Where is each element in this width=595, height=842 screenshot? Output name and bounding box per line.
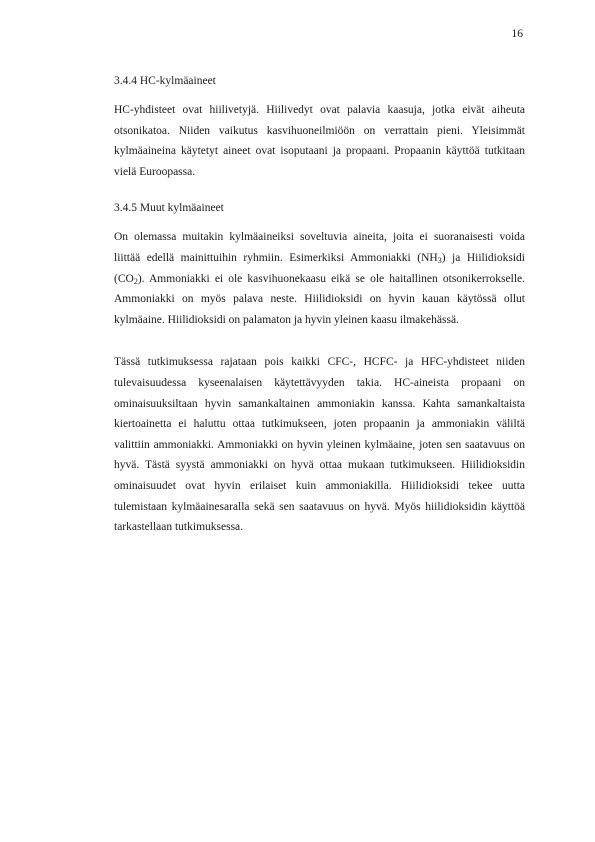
text-run: ). Ammoniakki ei ole kasvihuonekaasu eikä se ole haitallinen otsonikerrokselle. Ammoniakki on myös palava neste. Hiilidioksidi on hyvin kauan käytössä ollut kylmäaine. Hiilidioksidi on palamaton ja hyvin yleinen kaasu ilmakehässä. <box>114 272 525 326</box>
section-heading-other-refrigerants: 3.4.5 Muut kylmäaineet <box>114 202 224 215</box>
text-run: On olemassa muitakin kylmäaineiksi soveltuvia aineita, joita ei suoranaisesti voida liittää edellä mainittuihin ryhmiin. Esimerkiksi Ammoniakki (NH <box>114 231 525 264</box>
paragraph-study-scope: Tässä tutkimuksessa rajataan pois kaikki CFC-, HCFC- ja HFC-yhdisteet niiden tulevaisuudessa kyseenalaisen käytettävyyden takia. HC-aineista propaani on ominaisuuksiltaan hyvin samankaltainen ammoniakin kanssa. Kahta samankaltaista kiertoainetta ei haluttu ottaa tutkimukseen, joten propaanin ja ammoniakin väliltä valittiin ammoniakki. Ammoniakki on hyvin yleinen kylmäaine, joten sen saatavuus on hyvä. Tästä syystä ammoniakki on hyvä ottaa mukaan tutkimukseen. Hiilidioksidin ominaisuudet ovat hyvin erilaiset kuin ammoniakilla. Hiilidioksidi tekee uutta tulemistaan kylmäainesaralla sekä sen saatavuus on hyvä. Myös hiilidioksidin käyttöä tarkastellaan tutkimuksessa. <box>114 356 525 534</box>
page-number: 16 <box>511 28 523 40</box>
section-heading-hc-refrigerants: 3.4.4 HC-kylmäaineet <box>114 75 216 87</box>
subscript-three: 3 <box>437 255 442 265</box>
page-content <box>114 73 525 538</box>
paragraph-other-refrigerants <box>114 227 525 330</box>
text-run: ) ja Hiilidioksidi (CO <box>114 251 525 285</box>
paragraph-hc-compounds: HC-yhdisteet ovat hiilivetyjä. Hiilivedyt ovat palavia kaasuja, jotka eivät aiheuta otsonikatoa. Niiden vaikutus kasvihuoneilmiöön on verrattain pieni. Yleisimmät kylmäaineina käytetyt aineet ovat isoputaani ja propaani. Propaanin käyttöä tutkitaan vielä Euroopassa. <box>114 104 525 178</box>
subscript-two: 2 <box>133 276 138 286</box>
